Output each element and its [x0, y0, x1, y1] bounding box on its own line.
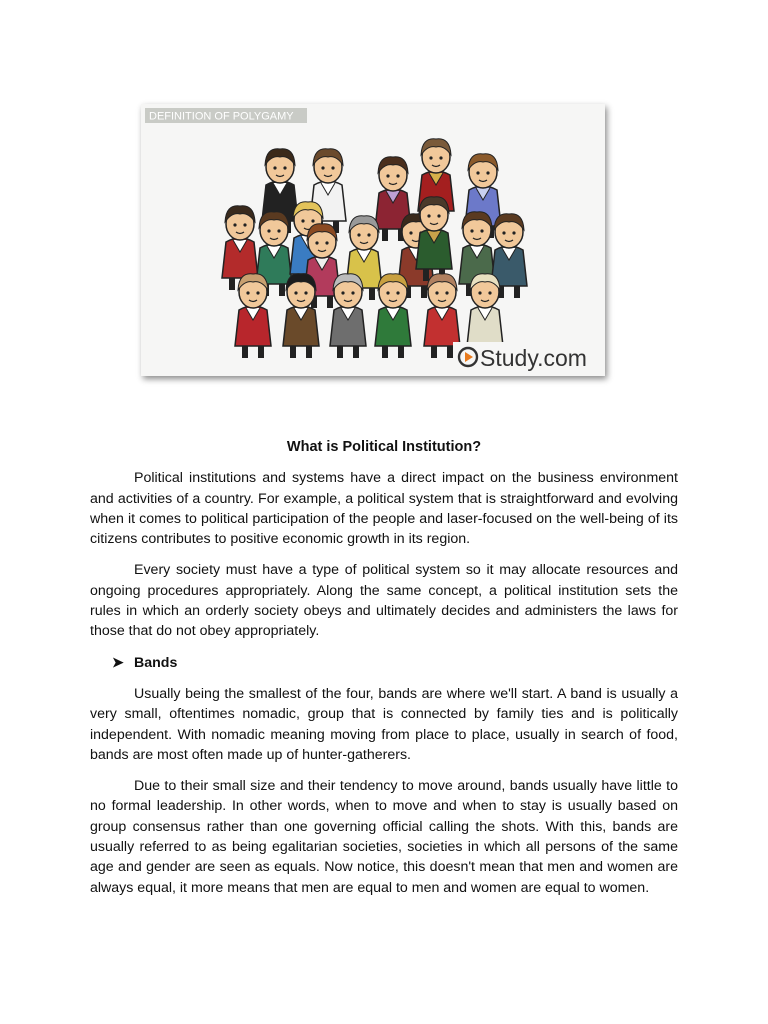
intro-paragraph-1: Political institutions and systems have a direct impact on the business environment and activities of a country. For example, a political system that is straightforward and evolving when it comes to political participation of the people and laser-focused on the well-being of its citizens contributes to positive economic growth in its region.: [90, 470, 678, 548]
cartoon-person: [330, 274, 366, 358]
bands-paragraph-1: Usually being the smallest of the four, bands are where we'll start. A band is usually a very small, oftentimes nomadic, group that is connected by family ties and is politically independent. With nomadic meaning moving from place to place, usually in search of food, bands are most often made up of hunter-gatherers.: [90, 685, 678, 763]
cartoon-person: [416, 197, 452, 281]
study-brand: Study.com: [480, 345, 587, 371]
intro-paragraph-2: Every society must have a type of political system so it may allocate resources and ongoing procedures appropriately. Along the same concept, a political institution sets the rules in which an orderly society obeys and ultimately decides and administers the laws for those that do not obey appropriately.: [90, 562, 678, 640]
banner-label: DEFINITION OF POLYGAMY: [149, 110, 294, 123]
cartoon-person: [283, 274, 319, 358]
bands-heading-label: Bands: [134, 654, 178, 671]
cartoon-person: [375, 274, 411, 358]
cartoon-person: [235, 274, 271, 358]
page-title: What is Political Institution?: [286, 439, 482, 455]
illustration-svg: [141, 104, 605, 376]
polygamy-illustration: [141, 104, 605, 376]
document-body: [90, 437, 678, 909]
study-logo: [453, 342, 599, 372]
arrow-bullet-icon: ➤: [112, 654, 124, 671]
bands-paragraph-2: Due to their small size and their tendency to move around, bands usually have little to no formal leadership. In other words, when to move and when to stay is usually based on group consensus rather than one governing official calling the shots. With this, bands are usually referred to as being egalitarian societies, societies in which all persons of the same age and gender are seen as equals. Now notice, this doesn't mean that men and women are always equal, it more means that men are equal to men and women are equal to women.: [90, 778, 678, 896]
bands-heading: [90, 653, 678, 673]
